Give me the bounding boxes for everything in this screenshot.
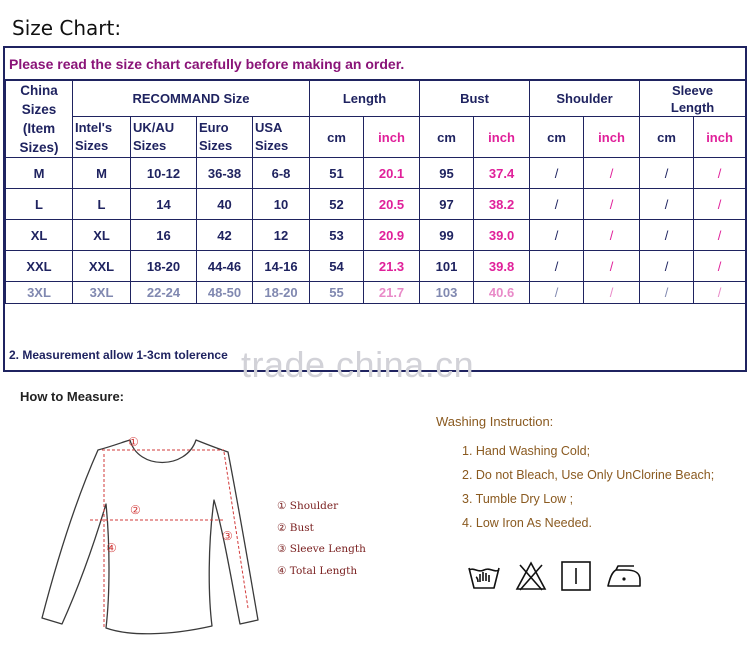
how-to-measure-title: How to Measure: — [20, 389, 125, 404]
bust-cm-cell: 101 — [420, 251, 474, 282]
size-cell: 18-20 — [253, 282, 310, 304]
sleeve-cm-cell: / — [640, 282, 694, 304]
header-line: Sizes — [133, 138, 167, 154]
length-inch-cell: 20.1 — [364, 158, 420, 189]
sleeve-cm-cell: / — [640, 189, 694, 220]
ukau-sizes-header — [131, 117, 197, 158]
bust-cm-cell: 95 — [420, 158, 474, 189]
header-line: Sizes — [199, 138, 233, 154]
length-cm-cell: 52 — [310, 189, 364, 220]
header-line: USA — [255, 120, 283, 136]
shirt-diagram — [18, 424, 268, 638]
marker-shoulder: ① — [128, 435, 139, 449]
bust-cm-cell: 99 — [420, 220, 474, 251]
marker-sleeve: ③ — [222, 529, 233, 543]
bust-inch-cell: 40.6 — [474, 282, 530, 304]
hand-wash-icon — [466, 560, 502, 592]
size-cell: 14-16 — [253, 251, 310, 282]
no-bleach-icon — [514, 560, 548, 592]
length-cm-cell: 53 — [310, 220, 364, 251]
length-inch-cell: 21.3 — [364, 251, 420, 282]
shoulder-inch-cell: / — [584, 220, 640, 251]
unit-inch-header: inch — [364, 117, 420, 158]
intl-sizes-header — [73, 117, 131, 158]
shoulder-header: Shoulder — [530, 81, 640, 117]
size-cell: 10-12 — [131, 158, 197, 189]
size-table — [5, 80, 746, 304]
size-cell: XXL — [73, 251, 131, 282]
sleeve-cm-cell: / — [640, 251, 694, 282]
sleeve-inch-cell: / — [694, 158, 746, 189]
sleeve-inch-cell: / — [694, 251, 746, 282]
size-cell: 48-50 — [197, 282, 253, 304]
washing-item: 2. Do not Bleach, Use Only UnClorine Beach; — [462, 468, 715, 482]
tumble-dry-icon — [560, 560, 592, 592]
sleeve-inch-cell: / — [694, 189, 746, 220]
bust-inch-cell: 37.4 — [474, 158, 530, 189]
size-cell: XL — [6, 220, 73, 251]
header-line: Length — [670, 99, 715, 115]
legend-item: ② Bust — [277, 521, 314, 534]
size-row — [6, 220, 746, 251]
shoulder-inch-cell: / — [584, 251, 640, 282]
size-cell: XXL — [6, 251, 73, 282]
shoulder-cm-cell: / — [530, 220, 584, 251]
watermark: trade.china.cn — [241, 344, 475, 385]
length-header: Length — [310, 81, 420, 117]
unit-inch-header: inch — [584, 117, 640, 158]
size-cell: 12 — [253, 220, 310, 251]
size-cell: 3XL — [6, 282, 73, 304]
size-cell: 18-20 — [131, 251, 197, 282]
size-cell: 3XL — [73, 282, 131, 304]
tolerance-note: 2. Measurement allow 1-3cm tolerence — [9, 348, 228, 362]
bust-cm-cell: 103 — [420, 282, 474, 304]
header-line: Sizes — [21, 102, 57, 117]
bust-inch-cell: 39.0 — [474, 220, 530, 251]
size-cell: 10 — [253, 189, 310, 220]
blur-overlay — [5, 305, 745, 341]
legend-item: ③ Sleeve Length — [277, 543, 366, 555]
size-cell: 42 — [197, 220, 253, 251]
size-cell: M — [73, 158, 131, 189]
size-cell: L — [73, 189, 131, 220]
header-line: Sizes) — [19, 140, 59, 155]
legend-item: ① Shoulder — [277, 500, 339, 512]
size-cell: 40 — [197, 189, 253, 220]
legend-item: ④ Total Length — [277, 564, 358, 577]
size-cell: 6-8 — [253, 158, 310, 189]
washing-title: Washing Instruction: — [436, 414, 554, 429]
sleeve-length-header — [640, 81, 746, 117]
size-row-partial — [6, 282, 746, 304]
header-line: Intel's — [75, 120, 113, 136]
marker-length: ④ — [106, 541, 117, 555]
size-cell: XL — [73, 220, 131, 251]
length-cm-cell: 51 — [310, 158, 364, 189]
shoulder-inch-cell: / — [584, 158, 640, 189]
shoulder-inch-cell: / — [584, 189, 640, 220]
length-inch-cell: 20.5 — [364, 189, 420, 220]
sleeve-cm-cell: / — [640, 158, 694, 189]
header-line: Sizes — [255, 138, 289, 154]
shoulder-cm-cell: / — [530, 282, 584, 304]
sleeve-inch-cell: / — [694, 282, 746, 304]
shoulder-cm-cell: / — [530, 158, 584, 189]
header-line: Sizes — [75, 138, 109, 154]
sleeve-cm-cell: / — [640, 220, 694, 251]
header-line: Euro — [199, 120, 229, 136]
usa-sizes-header — [253, 117, 310, 158]
care-icons — [466, 560, 644, 592]
size-cell: 14 — [131, 189, 197, 220]
recommand-size-header: RECOMMAND Size — [73, 81, 310, 117]
bust-cm-cell: 97 — [420, 189, 474, 220]
length-cm-cell: 55 — [310, 282, 364, 304]
euro-sizes-header — [197, 117, 253, 158]
size-cell: 22-24 — [131, 282, 197, 304]
unit-inch-header: inch — [694, 117, 746, 158]
washing-item: 4. Low Iron As Needed. — [462, 516, 592, 530]
size-cell: L — [6, 189, 73, 220]
header-line: China — [20, 83, 58, 98]
marker-bust: ② — [130, 503, 141, 517]
unit-cm-header: cm — [530, 117, 584, 158]
china-sizes-header — [6, 81, 73, 158]
unit-inch-header: inch — [474, 117, 530, 158]
header-line: (Item — [22, 121, 56, 136]
size-row — [6, 158, 746, 189]
measure-legend — [277, 500, 366, 586]
bust-inch-cell: 38.2 — [474, 189, 530, 220]
size-row — [6, 189, 746, 220]
length-inch-cell: 21.7 — [364, 282, 420, 304]
length-inch-cell: 20.9 — [364, 220, 420, 251]
header-line: UK/AU — [133, 120, 175, 136]
bust-inch-cell: 39.8 — [474, 251, 530, 282]
size-row — [6, 251, 746, 282]
size-cell: 44-46 — [197, 251, 253, 282]
header-line: Sleeve — [671, 82, 714, 98]
size-cell: M — [6, 158, 73, 189]
low-iron-icon — [604, 560, 644, 592]
size-chart-box — [3, 46, 747, 385]
unit-cm-header: cm — [420, 117, 474, 158]
length-cm-cell: 54 — [310, 251, 364, 282]
size-cell: 36-38 — [197, 158, 253, 189]
shoulder-cm-cell: / — [530, 251, 584, 282]
unit-cm-header: cm — [640, 117, 694, 158]
sleeve-inch-cell: / — [694, 220, 746, 251]
washing-item: 3. Tumble Dry Low ; — [462, 492, 574, 506]
shoulder-inch-cell: / — [584, 282, 640, 304]
page-title: Size Chart: — [12, 16, 122, 40]
bust-header: Bust — [420, 81, 530, 117]
order-notice: Please read the size chart carefully before making an order. — [5, 48, 745, 80]
size-cell: 16 — [131, 220, 197, 251]
washing-list — [462, 444, 714, 540]
unit-cm-header: cm — [310, 117, 364, 158]
washing-item: 1. Hand Washing Cold; — [462, 444, 591, 458]
shoulder-cm-cell: / — [530, 189, 584, 220]
